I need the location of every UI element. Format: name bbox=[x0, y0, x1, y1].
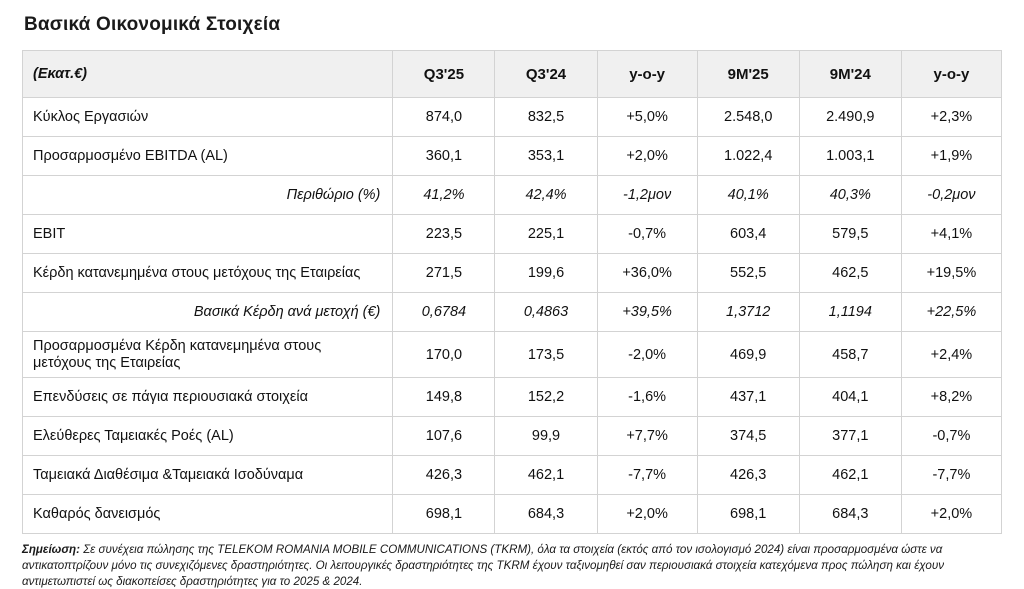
table-row bbox=[23, 254, 1002, 293]
table-header bbox=[23, 51, 1002, 98]
table-row bbox=[23, 137, 1002, 176]
row-value: 2.490,9 bbox=[799, 98, 901, 137]
table-row bbox=[23, 98, 1002, 137]
row-value: +2,0% bbox=[597, 137, 697, 176]
row-value: 603,4 bbox=[697, 215, 799, 254]
table-row bbox=[23, 495, 1002, 534]
table-row bbox=[23, 215, 1002, 254]
row-value: 426,3 bbox=[697, 456, 799, 495]
financial-highlights-table bbox=[22, 50, 1002, 534]
table-row bbox=[23, 456, 1002, 495]
row-value: 698,1 bbox=[393, 495, 495, 534]
table-row bbox=[23, 176, 1002, 215]
row-label: EBIT bbox=[23, 215, 393, 254]
row-label: Καθαρός δανεισμός bbox=[23, 495, 393, 534]
row-value: 1.003,1 bbox=[799, 137, 901, 176]
row-label: Προσαρμοσμένο EBITDA (AL) bbox=[23, 137, 393, 176]
row-label: Προσαρμοσμένα Κέρδη κατανεμημένα στους μετόχους της Εταιρείας bbox=[23, 332, 393, 378]
row-value: 360,1 bbox=[393, 137, 495, 176]
row-value: 377,1 bbox=[799, 417, 901, 456]
row-value: 107,6 bbox=[393, 417, 495, 456]
row-value: +4,1% bbox=[901, 215, 1001, 254]
row-value: +8,2% bbox=[901, 378, 1001, 417]
row-value: 1,3712 bbox=[697, 293, 799, 332]
footnote-lead: Σημείωση: bbox=[22, 543, 80, 557]
table-row bbox=[23, 332, 1002, 378]
row-value: 271,5 bbox=[393, 254, 495, 293]
table-body bbox=[23, 98, 1002, 534]
row-value: -0,7% bbox=[901, 417, 1001, 456]
row-value: 462,5 bbox=[799, 254, 901, 293]
row-value: 1.022,4 bbox=[697, 137, 799, 176]
row-value: -7,7% bbox=[901, 456, 1001, 495]
footnote-text: Σε συνέχεια πώλησης της TELEKOM ROMANIA MOBILE COMMUNICATIONS (TKRM), όλα τα στοιχεία (εκτός από τον ισολογισμό 2024) είναι προσαρμοσμένα ώστε να αντικατοπτρίζουν μόνο τις συνεχιζόμενες δραστηριότητες. Οι λειτουργικές δραστηριότητες της TKRM έχουν ταξινομηθεί σαν περιουσιακά στοιχεία κατεχόμενα προς πώληση και έχουν αντιμετωπιστεί ως διακοπείσες δραστηριότητες για το 2025 & 2024. bbox=[22, 543, 945, 588]
row-value: 404,1 bbox=[799, 378, 901, 417]
row-value: -1,2μον bbox=[597, 176, 697, 215]
row-value: -1,6% bbox=[597, 378, 697, 417]
row-value: 458,7 bbox=[799, 332, 901, 378]
row-value: 0,4863 bbox=[495, 293, 597, 332]
row-value: 552,5 bbox=[697, 254, 799, 293]
column-header-9m24: 9M'24 bbox=[799, 51, 901, 98]
row-label: Κέρδη κατανεμημένα στους μετόχους της Εταιρείας bbox=[23, 254, 393, 293]
row-value: +22,5% bbox=[901, 293, 1001, 332]
row-value: 40,3% bbox=[799, 176, 901, 215]
row-value: 41,2% bbox=[393, 176, 495, 215]
row-value: 426,3 bbox=[393, 456, 495, 495]
column-header-9m25: 9M'25 bbox=[697, 51, 799, 98]
row-value: 199,6 bbox=[495, 254, 597, 293]
row-value: +36,0% bbox=[597, 254, 697, 293]
row-value: -7,7% bbox=[597, 456, 697, 495]
row-label: Επενδύσεις σε πάγια περιουσιακά στοιχεία bbox=[23, 378, 393, 417]
row-label: Βασικά Κέρδη ανά μετοχή (€) bbox=[23, 293, 393, 332]
row-value: 462,1 bbox=[799, 456, 901, 495]
row-value: 374,5 bbox=[697, 417, 799, 456]
row-value: 0,6784 bbox=[393, 293, 495, 332]
row-label: Ελεύθερες Ταμειακές Ροές (AL) bbox=[23, 417, 393, 456]
row-value: 684,3 bbox=[799, 495, 901, 534]
table-row bbox=[23, 293, 1002, 332]
row-value: 469,9 bbox=[697, 332, 799, 378]
row-value: +19,5% bbox=[901, 254, 1001, 293]
row-value: 579,5 bbox=[799, 215, 901, 254]
table-header-row bbox=[23, 51, 1002, 98]
row-value: +7,7% bbox=[597, 417, 697, 456]
row-value: +2,0% bbox=[901, 495, 1001, 534]
row-value: +5,0% bbox=[597, 98, 697, 137]
row-value: 173,5 bbox=[495, 332, 597, 378]
row-value: 353,1 bbox=[495, 137, 597, 176]
row-value: -0,7% bbox=[597, 215, 697, 254]
row-value: 832,5 bbox=[495, 98, 597, 137]
row-value: +2,4% bbox=[901, 332, 1001, 378]
column-header-yoy-ninemonth: y-o-y bbox=[901, 51, 1001, 98]
row-value: 152,2 bbox=[495, 378, 597, 417]
row-label: Περιθώριο (%) bbox=[23, 176, 393, 215]
row-label: Κύκλος Εργασιών bbox=[23, 98, 393, 137]
row-value: +2,3% bbox=[901, 98, 1001, 137]
column-header-q325: Q3'25 bbox=[393, 51, 495, 98]
column-header-yoy-quarter: y-o-y bbox=[597, 51, 697, 98]
row-value: 2.548,0 bbox=[697, 98, 799, 137]
row-value: 437,1 bbox=[697, 378, 799, 417]
row-value: +1,9% bbox=[901, 137, 1001, 176]
column-header-unit: (Εκατ.€) bbox=[23, 51, 393, 98]
row-value: 684,3 bbox=[495, 495, 597, 534]
table-row bbox=[23, 378, 1002, 417]
row-value: 225,1 bbox=[495, 215, 597, 254]
column-header-q324: Q3'24 bbox=[495, 51, 597, 98]
row-value: -0,2μον bbox=[901, 176, 1001, 215]
row-value: +2,0% bbox=[597, 495, 697, 534]
row-value: 40,1% bbox=[697, 176, 799, 215]
page-title: Βασικά Οικονομικά Στοιχεία bbox=[24, 14, 281, 35]
row-value: 1,1194 bbox=[799, 293, 901, 332]
table-footnote bbox=[22, 542, 1002, 589]
row-value: 874,0 bbox=[393, 98, 495, 137]
row-value: 149,8 bbox=[393, 378, 495, 417]
row-label: Ταμειακά Διαθέσιμα &Ταμειακά Ισοδύναμα bbox=[23, 456, 393, 495]
table-row bbox=[23, 417, 1002, 456]
row-value: -2,0% bbox=[597, 332, 697, 378]
row-value: 462,1 bbox=[495, 456, 597, 495]
row-value: 170,0 bbox=[393, 332, 495, 378]
row-value: 99,9 bbox=[495, 417, 597, 456]
row-value: 42,4% bbox=[495, 176, 597, 215]
row-value: +39,5% bbox=[597, 293, 697, 332]
row-value: 223,5 bbox=[393, 215, 495, 254]
row-value: 698,1 bbox=[697, 495, 799, 534]
